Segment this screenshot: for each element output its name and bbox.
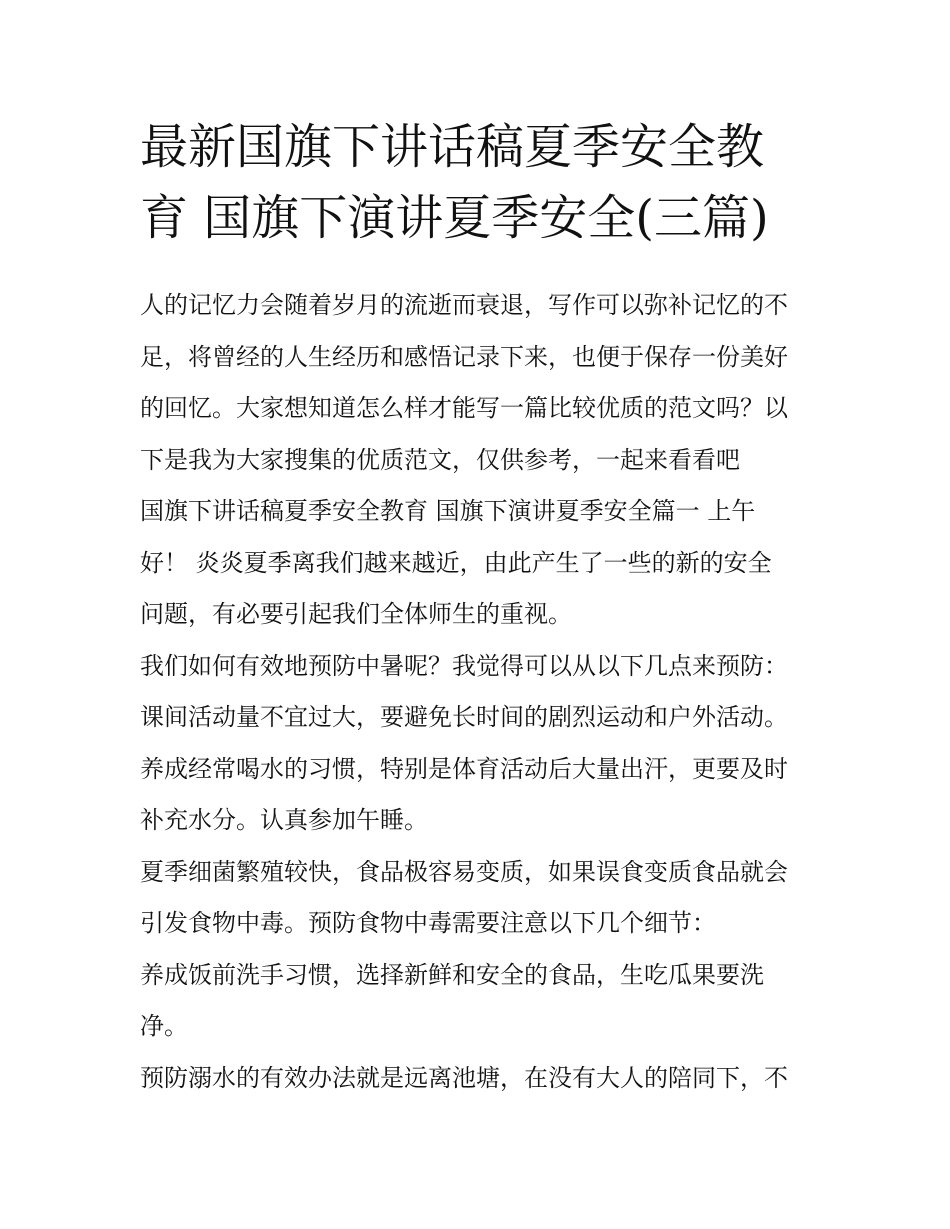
body-line: 养成经常喝水的习惯，特别是体育活动后大量出汗，更要及时 (140, 754, 788, 783)
body-line: 养成饭前洗手习惯，选择新鲜和安全的食品，生吃瓜果要洗 (140, 960, 764, 989)
body-line: 补充水分。认真参加午睡。 (140, 806, 428, 834)
body-line: 问题，有必要引起我们全体师生的重视。 (140, 600, 572, 628)
body-line: 足，将曾经的人生经历和感悟记录下来，也便于保存一份美好 (140, 342, 788, 371)
document-body (140, 280, 820, 1104)
body-line: 预防溺水的有效办法就是远离池塘，在没有大人的陪同下，不 (140, 1063, 788, 1092)
body-line: 下是我为大家搜集的优质范文，仅供参考，一起来看看吧 (140, 445, 740, 474)
body-line: 夏季细菌繁殖较快，食品极容易变质，如果误食变质食品就会 (140, 857, 788, 886)
body-line: 净。 (140, 1012, 188, 1040)
body-line: 人的记忆力会随着岁月的流逝而衰退，写作可以弥补记忆的不 (140, 291, 788, 319)
body-line: 国旗下讲话稿夏季安全教育 国旗下演讲夏季安全篇一 上午 (140, 497, 756, 525)
body-line: 的回忆。大家想知道怎么样才能写一篇比较优质的范文吗？以 (140, 394, 788, 422)
body-line: 我们如何有效地预防中暑呢？我觉得可以从以下几点来预防： (140, 651, 788, 680)
document-title (140, 112, 820, 254)
body-line: 课间活动量不宜过大，要避免长时间的剧烈运动和户外活动。 (140, 703, 788, 731)
body-line: 引发食物中毒。预防食物中毒需要注意以下几个细节： (140, 909, 716, 937)
title-line: 育 国旗下演讲夏季安全(三篇) (140, 190, 769, 246)
title-line: 最新国旗下讲话稿夏季安全教 (140, 119, 765, 175)
body-line: 好！ 炎炎夏季离我们越来越近，由此产生了一些的新的安全 (140, 548, 772, 577)
